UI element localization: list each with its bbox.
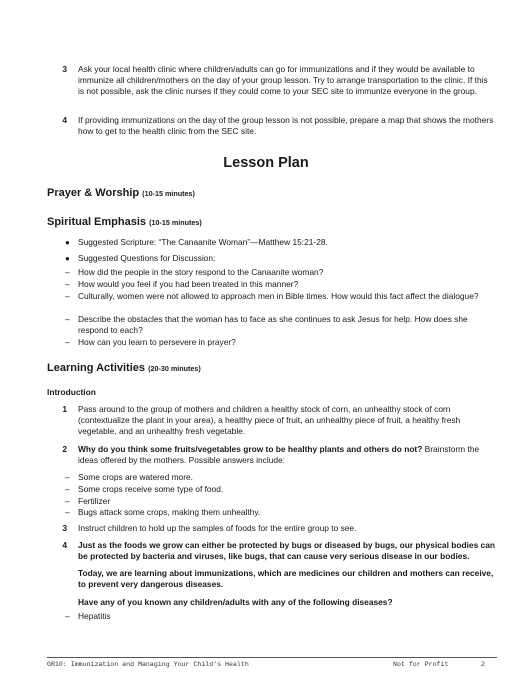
- heading-time: (20-30 minutes): [148, 364, 201, 373]
- footer-page-number: 2: [481, 661, 485, 668]
- answer-item: Some crops are watered more.: [78, 472, 193, 482]
- question-item: Describe the obstacles that the woman has to face as she continues to ask Jesus for help. How does she respond to each?: [78, 314, 468, 336]
- dash-icon: –: [65, 507, 70, 517]
- dash-icon: –: [65, 337, 70, 347]
- section-heading-spiritual: [47, 216, 202, 228]
- dash-icon: –: [65, 611, 70, 621]
- answer-item: Bugs attack some crops, making them unhealthy.: [78, 507, 261, 517]
- answer-item: Fertilizer: [78, 496, 111, 506]
- dash-icon: –: [65, 279, 70, 289]
- item-number: 1: [62, 404, 67, 414]
- heading-text: Spiritual Emphasis: [47, 216, 147, 228]
- heading-time: (10-15 minutes): [142, 189, 195, 198]
- dash-icon: –: [65, 496, 70, 506]
- page-title: Lesson Plan: [223, 155, 309, 171]
- bullet-text: Suggested Scripture: “The Canaanite Woman”—Matthew 15:21-28.: [78, 237, 328, 247]
- heading-text: Prayer & Worship: [47, 187, 140, 199]
- question-item: How did the people in the story respond to the Canaanite woman?: [78, 267, 324, 277]
- learning-item-text: Pass around to the group of mothers and children a healthy stock of corn, an unhealthy stock of corn (contextualize the plant in your area), a healthy piece of fruit, an unhealthy piece of fruit, a healthy fresh vegetable, and an unhealthy fresh vegetable.: [78, 404, 461, 437]
- bullet-icon: ●: [65, 238, 70, 247]
- section-heading-learning: [47, 362, 201, 374]
- learning-item-text: Have any of you known any children/adults with any of the following diseases?: [78, 597, 393, 607]
- item-number: 4: [62, 540, 67, 550]
- disease-item: Hepatitis: [78, 611, 111, 621]
- item-number: 4: [62, 115, 67, 125]
- learning-item-text: [78, 444, 498, 466]
- question-rest: Brainstorm the ideas offered by the mothers. Possible answers include:: [78, 444, 480, 466]
- question-item: How would you feel if you had been treated in this manner?: [78, 279, 299, 289]
- intro-item-text: Ask your local health clinic where children/adults can go for immunizations and if they would be available to immunize all children/mothers on the day of your group lesson. Try to arrange transportation to the clinic. If this is not possible, ask the clinic nurses if they could come to your SEC site to immunize everyone in the group.: [78, 64, 488, 97]
- dash-icon: –: [65, 472, 70, 482]
- answer-item: Some crops receive some type of food.: [78, 484, 224, 494]
- footer-title: GR10: Immunization and Managing Your Child’s Health: [47, 661, 249, 668]
- question-bold: Why do you think some fruits/vegetables grow to be healthy plants and others do not?: [78, 444, 423, 454]
- dash-icon: –: [65, 314, 70, 324]
- section-heading-prayer: [47, 187, 195, 199]
- bullet-icon: ●: [65, 254, 70, 263]
- question-item: Culturally, women were not allowed to approach men in Bible times. How would this fact affect the dialogue?: [78, 291, 479, 301]
- bullet-text: Suggested Questions for Discussion:: [78, 253, 216, 263]
- heading-time: (10-15 minutes): [149, 218, 202, 227]
- dash-icon: –: [65, 484, 70, 494]
- item-number: 3: [62, 523, 67, 533]
- intro-item-text: If providing immunizations on the day of the group lesson is not possible, prepare a map that shows the mothers how to get to the health clinic from the SEC site.: [78, 115, 494, 137]
- footer-note: Not for Profit: [393, 661, 449, 668]
- dash-icon: –: [65, 267, 70, 277]
- learning-item-text: Instruct children to hold up the samples of foods for the entire group to see.: [78, 523, 357, 533]
- question-item: How can you learn to persevere in prayer?: [78, 337, 236, 347]
- item-number: 2: [62, 444, 67, 454]
- learning-item-text: Just as the foods we grow can either be protected by bugs or diseased by bugs, our physical bodies can be protected by bacteria and viruses, like bugs, that can cause very serious disease in our bodies.: [78, 540, 495, 562]
- heading-text: Learning Activities: [47, 362, 146, 374]
- subheading-introduction: Introduction: [47, 387, 96, 397]
- learning-item-text: Today, we are learning about immunizations, which are medicines our children and mothers can receive, to prevent very dangerous diseases.: [78, 568, 494, 590]
- item-number: 3: [62, 64, 67, 74]
- footer-divider: [47, 657, 497, 658]
- dash-icon: –: [65, 291, 70, 301]
